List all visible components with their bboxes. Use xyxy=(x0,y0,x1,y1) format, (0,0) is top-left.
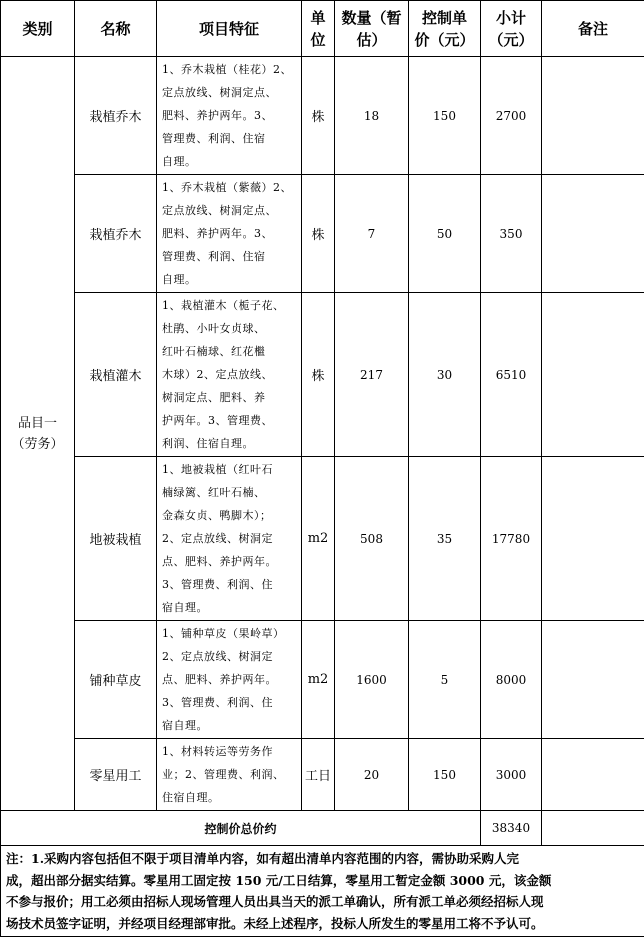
item-price: 35 xyxy=(409,457,481,621)
item-qty: 508 xyxy=(335,457,409,621)
item-name: 栽植灌木 xyxy=(75,293,157,457)
item-subtotal: 350 xyxy=(481,175,542,293)
table-row xyxy=(1,621,644,739)
item-subtotal: 3000 xyxy=(481,739,542,811)
item-remark xyxy=(542,57,644,175)
item-price: 5 xyxy=(409,621,481,739)
item-qty: 20 xyxy=(335,739,409,811)
item-name: 铺种草皮 xyxy=(75,621,157,739)
item-remark xyxy=(542,175,644,293)
header-price: 控制单 价（元） xyxy=(409,1,481,57)
item-qty: 1600 xyxy=(335,621,409,739)
header-subtotal: 小计 （元） xyxy=(481,1,542,57)
item-qty: 217 xyxy=(335,293,409,457)
item-features: 1、乔木栽植（桂花）2、 定点放线、树洞定点、 肥料、养护两年。3、 管理费、利润、住宿 自理。 xyxy=(157,57,302,175)
footnote: 注：1.采购内容包括但不限于项目清单内容，如有超出清单内容范围的内容，需协助采购人完 成，超出部分据实结算。零星用工固定按 150 元/工日结算，零星用工暂定金额 3000 元，该金额 不参与报价；用工必须由招标人现场管理人员出具当天的派工单确认，所有派工单必须经招标人现 场技术员签字证明，并经项目经理部审批。未经上述程序，投标人所发生的零星用工将不予认可。 xyxy=(1,846,644,937)
item-qty: 18 xyxy=(335,57,409,175)
total-row xyxy=(1,811,644,846)
header-unit: 单 位 xyxy=(302,1,335,57)
item-name: 零星用工 xyxy=(75,739,157,811)
total-value: 38340 xyxy=(481,811,542,846)
item-name: 栽植乔木 xyxy=(75,57,157,175)
total-label: 控制价总价约 xyxy=(1,811,481,846)
item-features: 1、地被栽植（红叶石 楠绿篱、红叶石楠、 金森女贞、鸭脚木）； 2、定点放线、树洞定 点、肥料、养护两年。 3、管理费、利润、住 宿自理。 xyxy=(157,457,302,621)
item-qty: 7 xyxy=(335,175,409,293)
header-qty: 数量（暂 估） xyxy=(335,1,409,57)
table-row xyxy=(1,457,644,621)
header-category: 类别 xyxy=(1,1,75,57)
header-name: 名称 xyxy=(75,1,157,57)
item-name: 栽植乔木 xyxy=(75,175,157,293)
item-subtotal: 6510 xyxy=(481,293,542,457)
item-features: 1、材料转运等劳务作 业；2、管理费、利润、 住宿自理。 xyxy=(157,739,302,811)
item-features: 1、栽植灌木（栀子花、 杜鹃、小叶女贞球、 红叶石楠球、红花檵 木球）2、定点放线、 树洞定点、肥料、养 护两年。3、管理费、 利润、住宿自理。 xyxy=(157,293,302,457)
item-remark xyxy=(542,739,644,811)
item-price: 50 xyxy=(409,175,481,293)
item-price: 30 xyxy=(409,293,481,457)
item-features: 1、乔木栽植（紫薇）2、 定点放线、树洞定点、 肥料、养护两年。3、 管理费、利润、住宿 自理。 xyxy=(157,175,302,293)
table-row xyxy=(1,739,644,811)
item-unit: 株 xyxy=(302,57,335,175)
item-name: 地被栽植 xyxy=(75,457,157,621)
item-unit: m2 xyxy=(302,621,335,739)
category-cell: 品目一 （劳务） xyxy=(1,57,75,811)
item-features: 1、铺种草皮（果岭草） 2、定点放线、树洞定 点、肥料、养护两年。 3、管理费、利润、住 宿自理。 xyxy=(157,621,302,739)
table-row xyxy=(1,57,644,175)
table-row xyxy=(1,175,644,293)
note-row xyxy=(1,846,644,937)
item-subtotal: 17780 xyxy=(481,457,542,621)
header-features: 项目特征 xyxy=(157,1,302,57)
total-remark xyxy=(542,811,644,846)
header-remark: 备注 xyxy=(542,1,644,57)
item-remark xyxy=(542,621,644,739)
item-unit: 株 xyxy=(302,293,335,457)
item-unit: m2 xyxy=(302,457,335,621)
item-remark xyxy=(542,457,644,621)
item-remark xyxy=(542,293,644,457)
item-unit: 工日 xyxy=(302,739,335,811)
item-price: 150 xyxy=(409,739,481,811)
item-price: 150 xyxy=(409,57,481,175)
table-row xyxy=(1,293,644,457)
item-subtotal: 8000 xyxy=(481,621,542,739)
item-subtotal: 2700 xyxy=(481,57,542,175)
header-row xyxy=(1,1,644,57)
item-unit: 株 xyxy=(302,175,335,293)
